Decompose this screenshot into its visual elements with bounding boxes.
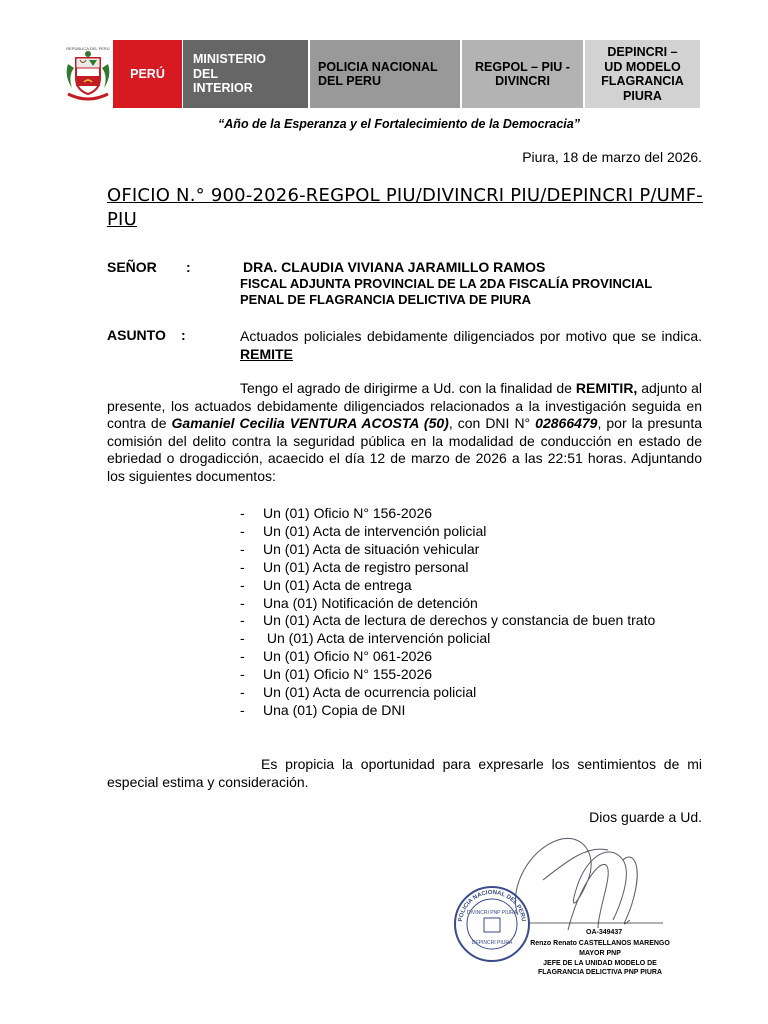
list-item: - Un (01) Acta de lectura de derechos y constancia de buen trato <box>240 612 655 630</box>
list-item: - Un (01) Oficio N° 155-2026 <box>240 666 655 684</box>
header-peru-label: PERÚ <box>130 66 165 81</box>
main-paragraph <box>107 380 702 486</box>
list-item: - Una (01) Notificación de detención <box>240 595 655 613</box>
list-item: - Una (01) Copia de DNI <box>240 702 655 720</box>
header-policia-box <box>310 40 460 108</box>
official-seal <box>452 884 532 964</box>
header-regpol-label: REGPOL – PIU - DIVINCRI <box>475 59 570 88</box>
signer-cip: OA-349437 <box>586 929 623 936</box>
subject-colon: : <box>181 327 186 343</box>
list-item: - Un (01) Acta de entrega <box>240 577 655 595</box>
oficio-number: OFICIO N.° 900-2026-REGPOL PIU/DIVINCRI PIU/DEPINCRI P/UMF-PIU <box>107 185 703 230</box>
farewell: Dios guarde a Ud. <box>589 809 702 825</box>
svg-text:DIVINCRI PNP PIURA: DIVINCRI PNP PIURA <box>466 910 518 916</box>
closing-paragraph: Es propicia la oportunidad para expresarle los sentimientos de mi especial estima y consideración. <box>107 756 702 790</box>
subject-text <box>240 327 702 363</box>
list-item: - Un (01) Acta de intervención policial <box>240 630 655 648</box>
list-item: - Un (01) Oficio N° 156-2026 <box>240 505 655 523</box>
header-ministerio-box <box>183 40 308 108</box>
header-regpol-box <box>462 40 583 108</box>
paragraph-dni: 02866479 <box>535 415 598 432</box>
svg-text:POLICIA NACIONAL DEL PERU: POLICIA NACIONAL DEL PERU <box>458 889 526 922</box>
signer-position: JEFE DE LA UNIDAD MODELO DE FLAGRANCIA DELICTIVA PNP PIURA <box>537 960 663 976</box>
subject-body: Actuados policiales debidamente diligenciados por motivo que se indica. <box>240 328 702 344</box>
header-depincri-label: DEPINCRI – UD MODELO FLAGRANCIA PIURA <box>601 45 684 103</box>
list-item: - Un (01) Oficio N° 061-2026 <box>240 648 655 666</box>
signature-block <box>448 820 688 990</box>
list-item: - Un (01) Acta de ocurrencia policial <box>240 684 655 702</box>
header-policia-label: POLICIA NACIONAL DEL PERU <box>318 59 438 88</box>
header-depincri-box <box>585 40 700 108</box>
header-peru-box <box>113 40 182 108</box>
paragraph-part-a: Tengo el agrado de dirigirme a Ud. con la finalidad de <box>240 380 572 396</box>
list-item: - Un (01) Acta de situación vehicular <box>240 541 655 559</box>
dateline: Piura, 18 de marzo del 2026. <box>522 149 702 165</box>
signer-rank: MAYOR PNP <box>579 950 621 957</box>
recipient-title: FISCAL ADJUNTA PROVINCIAL DE LA 2DA FISCALÍA PROVINCIAL PENAL DE FLAGRANCIA DELICTIVA DE PIURA <box>240 276 653 307</box>
list-item: - Un (01) Acta de intervención policial <box>240 523 655 541</box>
subject-label: ASUNTO <box>107 327 166 343</box>
svg-text:REPÚBLICA DEL PERÚ: REPÚBLICA DEL PERÚ <box>66 46 110 51</box>
list-item: - Un (01) Acta de registro personal <box>240 559 655 577</box>
paragraph-part-g: , por la presunta comisión del delito contra la seguridad pública en la modalidad de conducción en estado de ebriedad o drogadicción, acaecido el día 12 de marzo de 2026 a las 22:51 horas. Adjuntando los siguientes documentos: <box>107 415 703 484</box>
year-motto: “Año de la Esperanza y el Fortalecimiento de la Democracia” <box>218 117 580 131</box>
recipient-name: DRA. CLAUDIA VIVIANA JARAMILLO RAMOS <box>243 259 546 275</box>
paragraph-part-c: adjunto al presente, los actuados debidamente diligenciados relacionados a la investigación seguida en contra de <box>107 380 703 432</box>
paragraph-part-e: , con DNI N° <box>448 415 531 432</box>
header-ministerio-label: MINISTERIO DEL INTERIOR <box>193 52 266 96</box>
subject-emphasis: REMITE <box>240 346 293 362</box>
svg-text:DEPINCRI PIURA: DEPINCRI PIURA <box>471 940 513 946</box>
paragraph-remitir: REMITIR, <box>575 380 638 396</box>
coat-of-arms-logo <box>62 42 114 108</box>
document-list <box>240 505 655 720</box>
recipient-colon: : <box>186 259 191 275</box>
paragraph-person-name: Gamaniel Cecilia VENTURA ACOSTA (50) <box>171 415 449 432</box>
signer-name: Renzo Renato CASTELLANOS MARENGO <box>530 940 670 947</box>
recipient-label: SEÑOR <box>107 259 157 275</box>
